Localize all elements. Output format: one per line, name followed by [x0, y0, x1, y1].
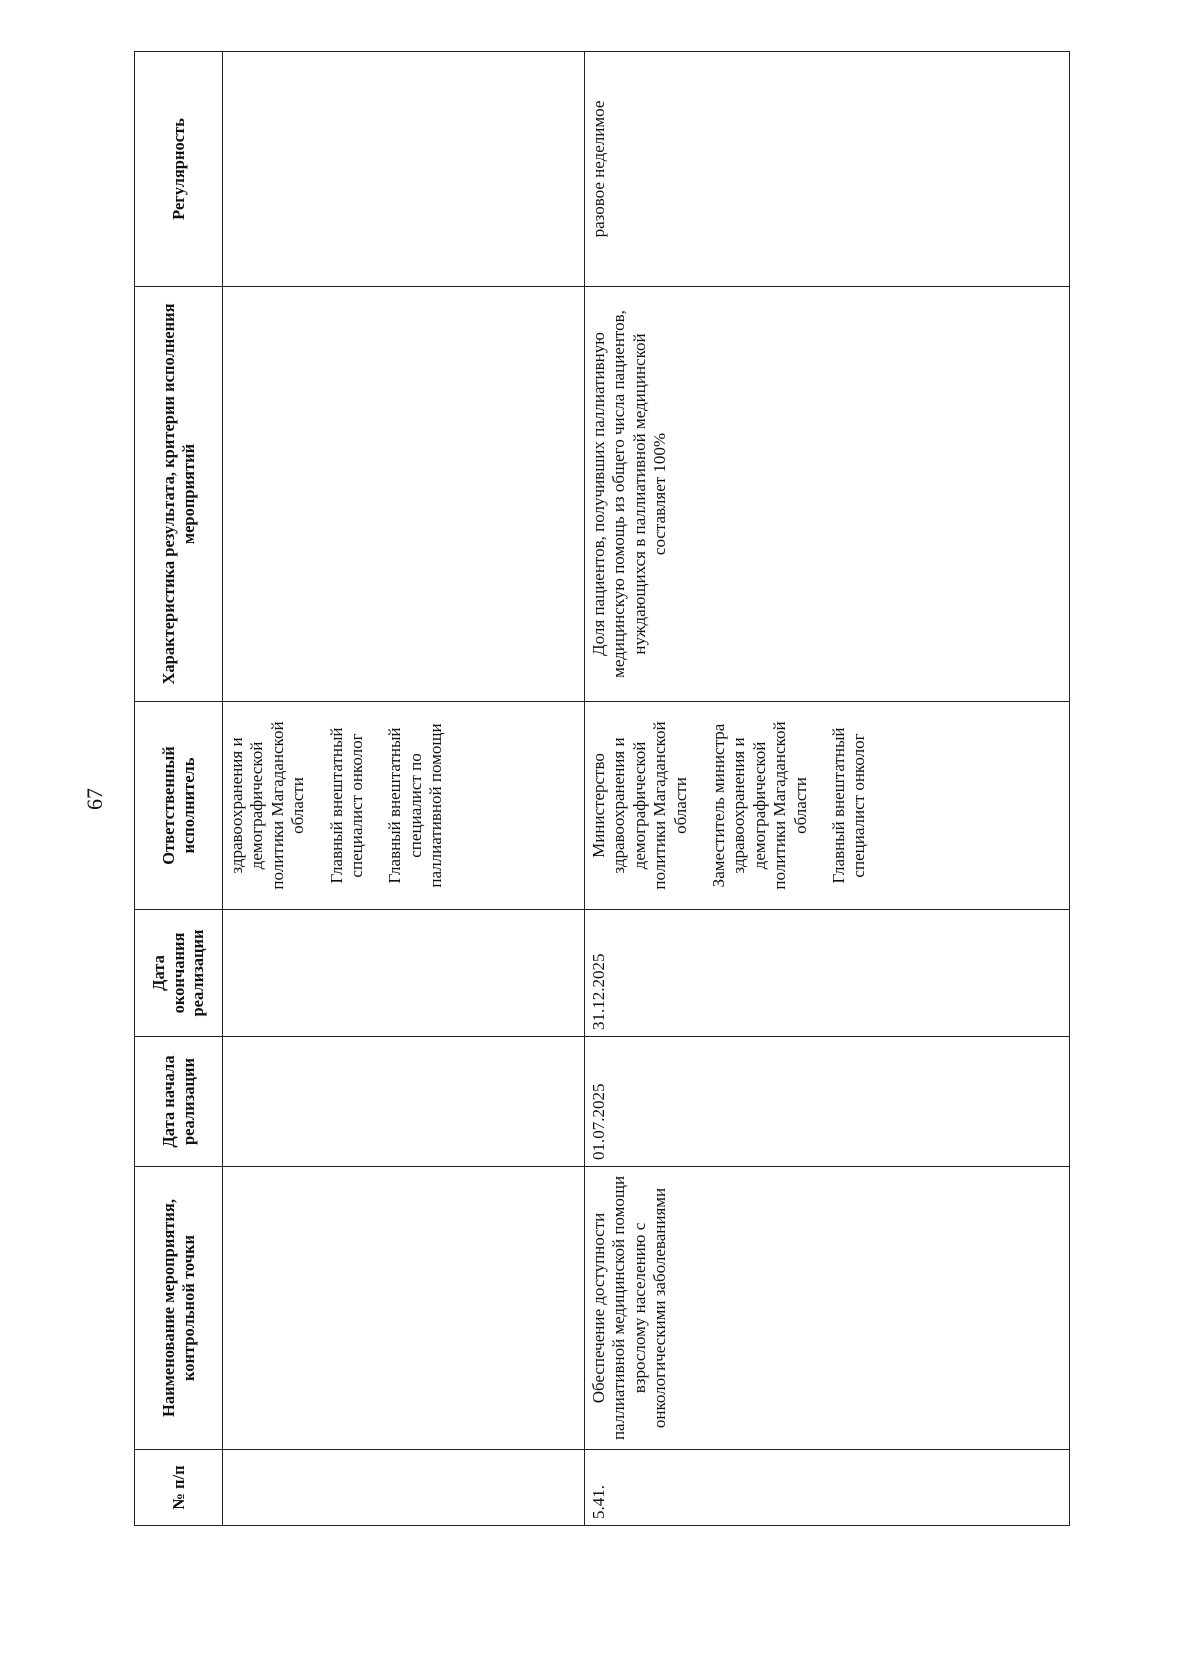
- activity-name: Обеспечение доступности паллиативной медицинской помощи взрослому населению с онкологическими заболеваниями: [585, 1167, 1070, 1450]
- activities-table: [134, 51, 1070, 1526]
- regularity: разовое неделимое: [585, 52, 1070, 287]
- responsible-entry: Главный внештатный специалист онколог: [326, 727, 366, 884]
- row-number: 5.41.: [585, 1450, 1070, 1526]
- responsible-cell: [223, 702, 585, 910]
- responsible-entry: Главный внештатный специалист онколог: [828, 727, 869, 884]
- responsible-entry: здравоохранения и демографической политики Магаданской области: [227, 721, 308, 890]
- responsible-entry: Министерство здравоохранения и демографической политики Магаданской области: [589, 721, 690, 890]
- header-regularity: Регулярность: [135, 52, 223, 287]
- page-number: 67: [82, 788, 107, 810]
- result-criteria: Доля пациентов, получивших паллиативную медицинскую помощь из общего числа пациентов, нуждающихся в паллиативной медицинской составляет 100%: [585, 287, 1070, 702]
- table-row-continuation: [223, 52, 585, 1526]
- end-date: 31.12.2025: [585, 910, 1070, 1037]
- header-num: № п/п: [135, 1450, 223, 1526]
- rotated-page-content: [134, 52, 1070, 1526]
- header-name: Наименование мероприятия, контрольной точки: [135, 1167, 223, 1450]
- responsible-entry: Главный внештатный специалист по паллиативной помощи: [385, 723, 446, 888]
- header-start-date: Дата начала реализации: [135, 1037, 223, 1167]
- header-result: Характеристика результата, критерии исполнения мероприятий: [135, 287, 223, 702]
- header-responsible: Ответственный исполнитель: [135, 702, 223, 910]
- responsible-entry: Заместитель министра здравоохранения и демографической политики Магаданской области: [708, 721, 810, 890]
- header-end-date: Дата окончания реализации: [135, 910, 223, 1037]
- table-header-row: [135, 52, 223, 1526]
- table-row-5-41: [585, 52, 1070, 1526]
- start-date: 01.07.2025: [585, 1037, 1070, 1167]
- responsible-cell: [585, 702, 1070, 910]
